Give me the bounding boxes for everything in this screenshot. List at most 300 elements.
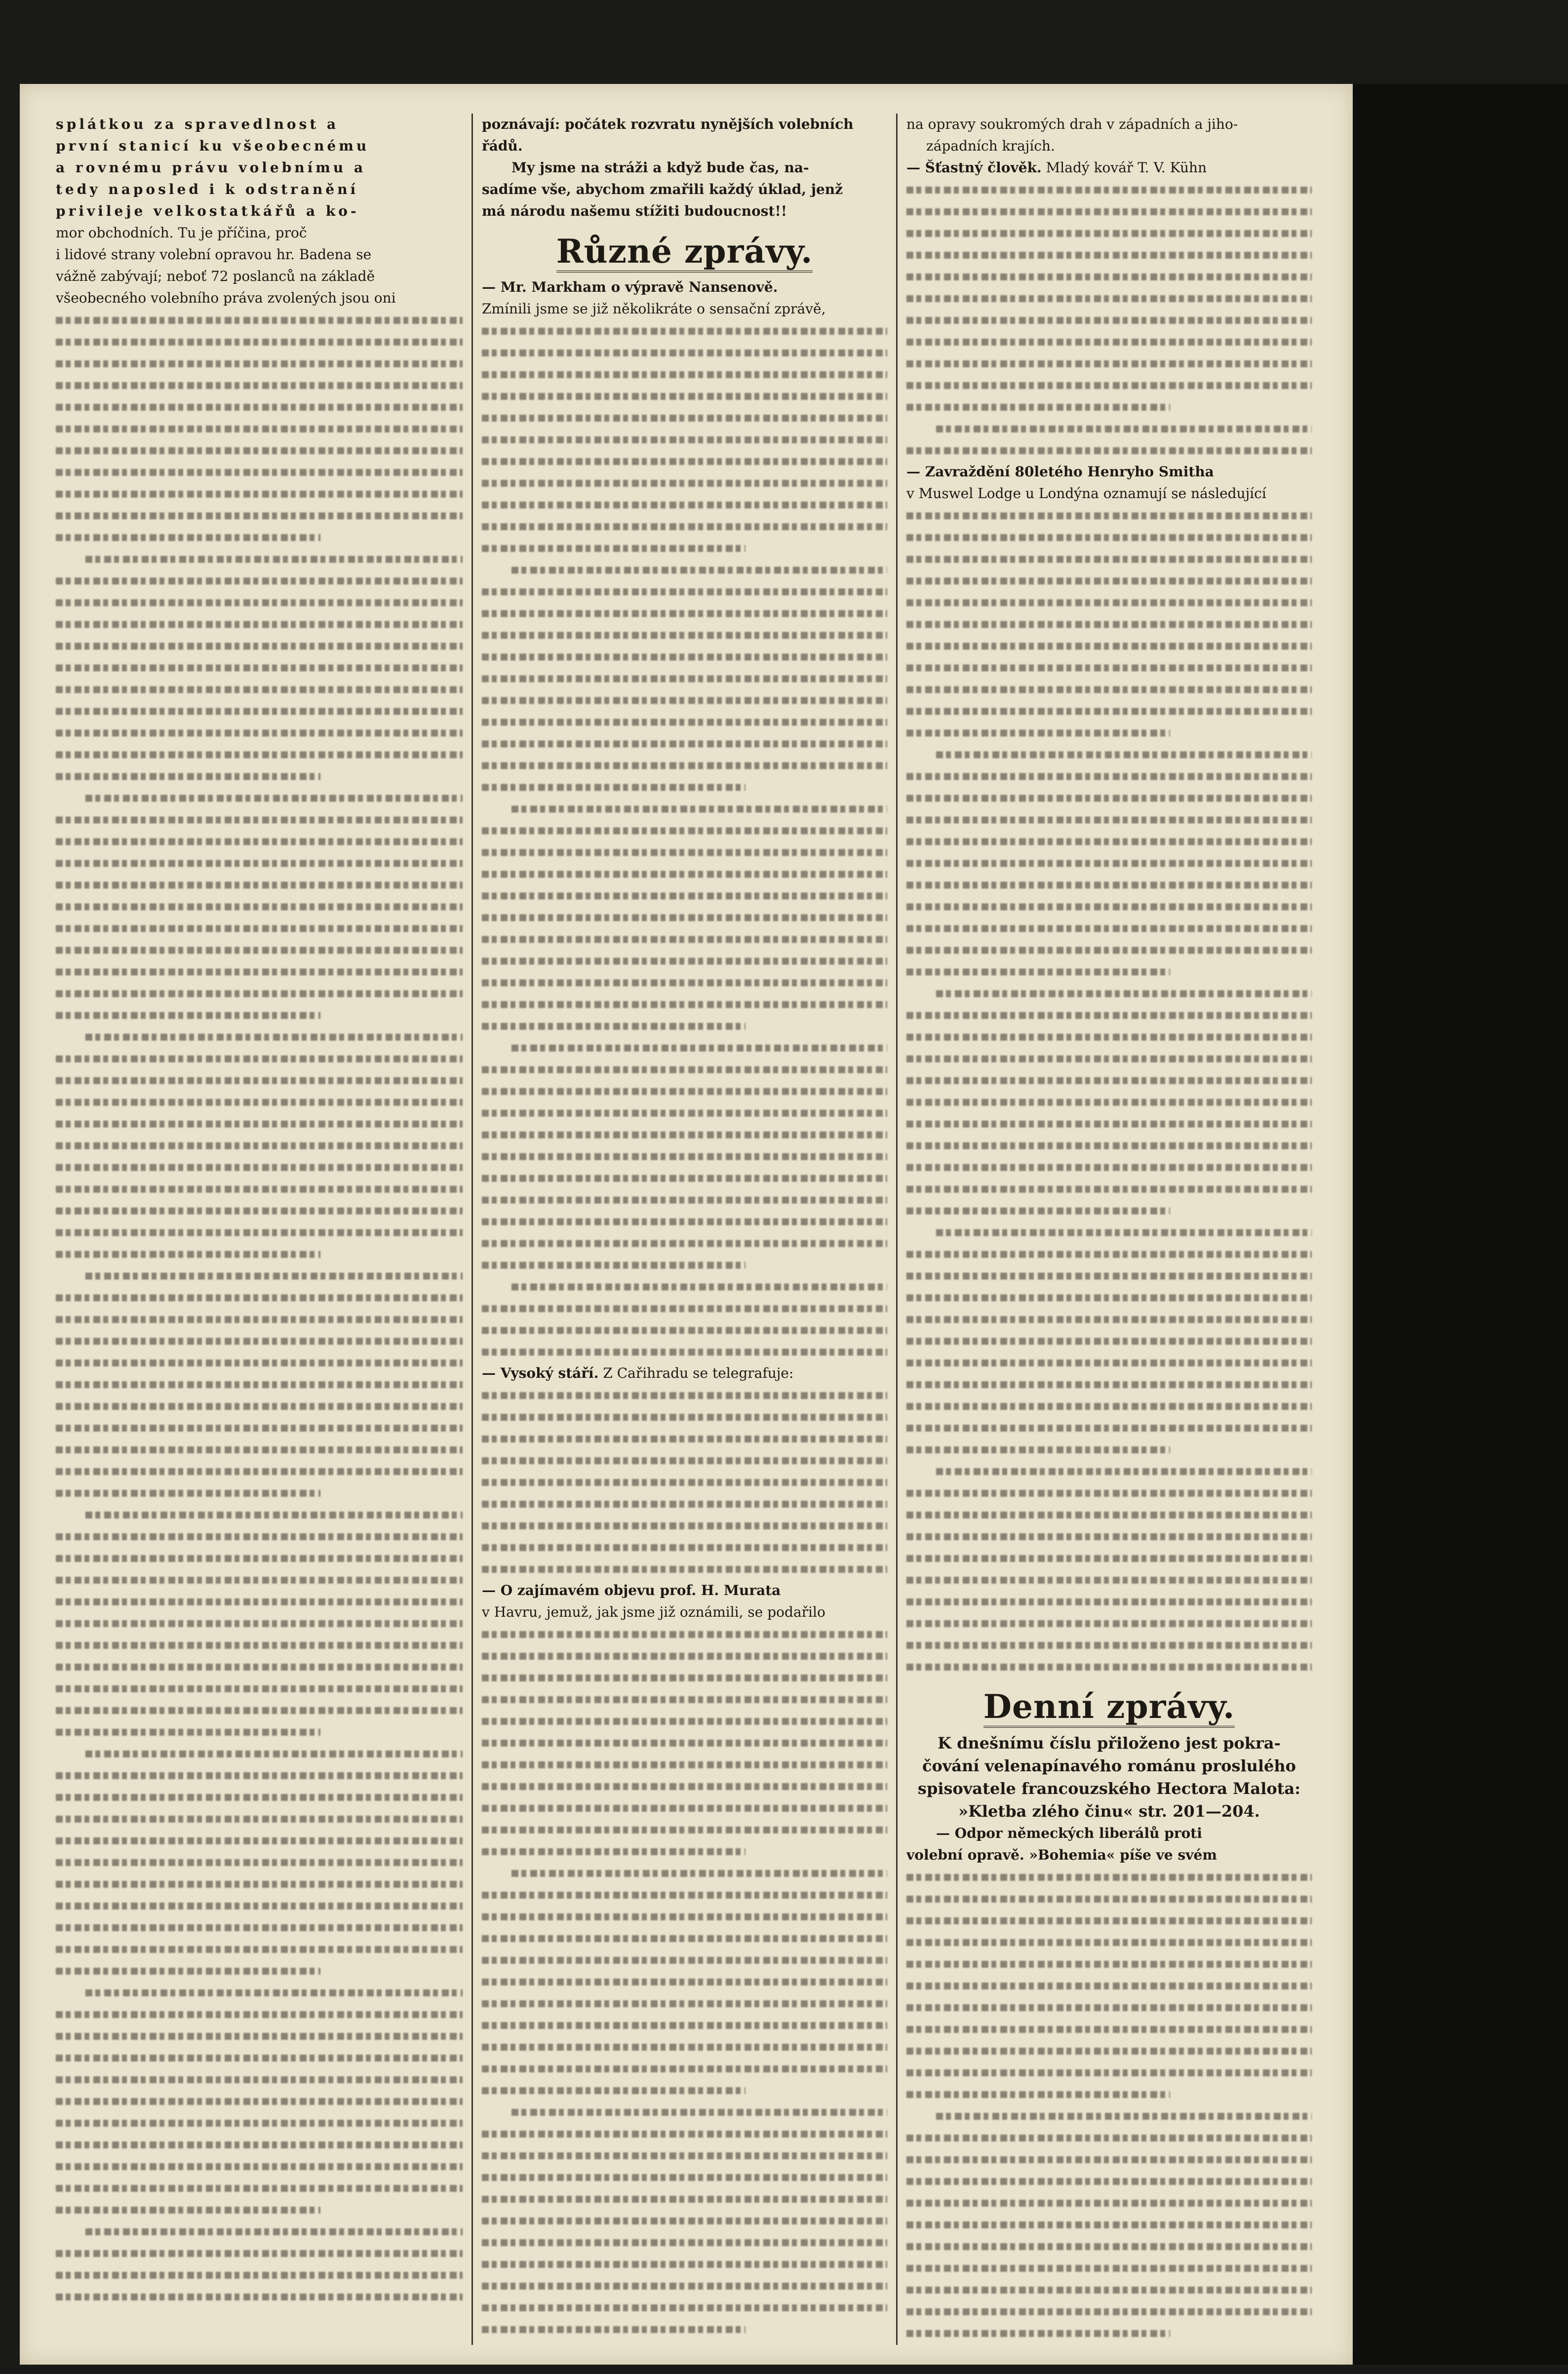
- body-text-line: [482, 2210, 887, 2231]
- body-text-line: [482, 1840, 887, 1862]
- body-text-line: [56, 483, 463, 505]
- body-text-line: [906, 418, 1312, 439]
- body-text-line: [482, 841, 887, 863]
- body-text-line: [56, 1547, 463, 1569]
- body-text-line: [56, 2025, 463, 2047]
- article-columns: [47, 114, 1340, 2345]
- column-3: [896, 114, 1321, 2345]
- body-text-line: [482, 2296, 887, 2318]
- body-text-line: [56, 939, 463, 961]
- body-text-line: [906, 1634, 1312, 1656]
- body-text-line: [56, 743, 463, 765]
- body-text-line: [56, 982, 463, 1004]
- body-text-line: [906, 1417, 1312, 1439]
- body-text-line: [482, 342, 887, 363]
- body-text-line: [906, 374, 1312, 396]
- body-text-line: [906, 2105, 1312, 2127]
- body-text-line: [482, 1254, 887, 1276]
- body-text-line: [906, 179, 1312, 200]
- body-text-line: [482, 1927, 887, 1949]
- body-text-line: [56, 2047, 463, 2068]
- body-text-line: [482, 1276, 887, 1297]
- col1-line: tedy naposled i k odstranění: [56, 181, 359, 197]
- body-text-line: [56, 461, 463, 483]
- body-text-line: [56, 1677, 463, 1699]
- body-text-line: [56, 1243, 463, 1265]
- body-text-line: [56, 1938, 463, 1960]
- body-text-line: [906, 309, 1312, 331]
- body-text-line: [906, 2279, 1312, 2300]
- body-text-line: [56, 2068, 463, 2090]
- body-text-line: [482, 1710, 887, 1732]
- body-text-line: [482, 2318, 887, 2340]
- col1-line: privileje velkostatkářů a ko-: [56, 203, 359, 219]
- body-text-line: [906, 1953, 1312, 1975]
- body-text-line: [56, 1634, 463, 1656]
- body-text-line: [906, 2344, 1312, 2345]
- body-text-line: [906, 2257, 1312, 2279]
- body-text-line: [906, 1156, 1312, 1178]
- body-text-line: [906, 1221, 1312, 1243]
- body-text-line: [906, 266, 1312, 287]
- col1-line: i lidové strany volební opravou hr. Badena se: [56, 246, 372, 263]
- body-text-line: [482, 1449, 887, 1471]
- body-text-line: [482, 950, 887, 972]
- body-text-line: [906, 200, 1312, 222]
- body-text-line: [56, 505, 463, 526]
- body-text-line: [56, 1851, 463, 1873]
- body-text-line: [906, 1525, 1312, 1547]
- body-text-line: [56, 1504, 463, 1525]
- body-text-line: [906, 2300, 1312, 2322]
- body-text-line: [906, 1069, 1312, 1091]
- news-item-heading: — Šťastný člověk. Mladý kovář T. V. Kühn: [906, 159, 1207, 176]
- body-text-line: [56, 591, 463, 613]
- body-text-line: [906, 939, 1312, 961]
- body-text-line: [482, 559, 887, 581]
- body-text-line: [906, 1091, 1312, 1113]
- col1-line: splátkou za spravedlnost a: [56, 116, 339, 132]
- body-text-line: [906, 917, 1312, 939]
- body-text-line: [482, 1189, 887, 1210]
- body-text-line: [906, 787, 1312, 809]
- body-text-line: [482, 1102, 887, 1124]
- body-text-line: [56, 1829, 463, 1851]
- body-text-line: [56, 439, 463, 461]
- news-item-heading: — Odpor německých liberálů proti: [936, 1825, 1202, 1841]
- body-text-line: [906, 1308, 1312, 1330]
- body-text-line: [482, 2144, 887, 2166]
- body-text-line: [906, 1460, 1312, 1482]
- body-text-line: [906, 505, 1312, 526]
- body-text-line: [56, 1786, 463, 1808]
- news-item-text: volební opravě. »Bohemia« píše ve svém: [906, 1847, 1217, 1863]
- body-text-line: [56, 374, 463, 396]
- col1-line: první stanicí ku všeobecnému: [56, 138, 370, 154]
- body-text-line: [482, 1406, 887, 1428]
- body-text-line: [906, 1026, 1312, 1048]
- announcement-line: spisovatele francouzského Hectora Malota:: [917, 1779, 1301, 1798]
- body-text-line: [906, 2322, 1312, 2344]
- body-text-line: [56, 2242, 463, 2264]
- body-text-line: [906, 700, 1312, 722]
- body-text-line: [482, 450, 887, 472]
- body-text-line: [906, 1113, 1312, 1134]
- body-text-line: [482, 819, 887, 841]
- body-text-line: [56, 1873, 463, 1895]
- body-text-line: [482, 1167, 887, 1189]
- col2-line: má národu našemu stížiti budoucnost!!: [482, 203, 787, 219]
- body-text-line: [906, 1265, 1312, 1286]
- body-text-line: [482, 2058, 887, 2079]
- body-text-line: [482, 972, 887, 993]
- body-text-line: [906, 244, 1312, 266]
- col2-line: sadíme vše, abychom zmařili každý úklad, jenž: [482, 181, 843, 197]
- body-text-line: [906, 635, 1312, 657]
- news-item-body: [906, 505, 1312, 1677]
- body-text-line: [56, 1091, 463, 1113]
- body-text-line: [56, 961, 463, 982]
- body-text-line: [482, 320, 887, 342]
- body-text-line: [906, 1178, 1312, 1200]
- body-text-line: [56, 570, 463, 591]
- body-text-line: [56, 1417, 463, 1439]
- body-text-line: [906, 895, 1312, 917]
- body-text-line: [56, 722, 463, 743]
- body-text-line: [56, 895, 463, 917]
- body-text-line: [906, 961, 1312, 982]
- body-text-line: [906, 982, 1312, 1004]
- body-text-line: [906, 570, 1312, 591]
- body-text-line: [56, 1395, 463, 1417]
- body-text-line: [482, 1037, 887, 1058]
- body-text-line: [56, 1134, 463, 1156]
- col1-line: vážně zabývají; neboť 72 poslanců na základě: [56, 268, 375, 284]
- body-text-line: [56, 418, 463, 439]
- body-text-line: [56, 352, 463, 374]
- body-text-line: [906, 591, 1312, 613]
- col2-line: poznávají: počátek rozvratu nynějších volebních: [482, 116, 854, 132]
- body-text-line: [482, 1384, 887, 1406]
- body-text-line: [482, 1297, 887, 1319]
- body-text-line: [482, 1906, 887, 1927]
- news-item-heading: — Zavraždění 80letého Henryho Smitha: [906, 464, 1214, 480]
- body-text-line: [56, 1265, 463, 1286]
- col2-line: My jsme na stráži a když bude čas, na-: [511, 159, 809, 176]
- body-text-line: [56, 2134, 463, 2155]
- body-text-line: [56, 2264, 463, 2286]
- body-text-line: [906, 222, 1312, 244]
- body-text-line: [906, 2018, 1312, 2040]
- body-text-line: [906, 1888, 1312, 1909]
- body-text-line: [482, 1797, 887, 1819]
- body-text-line: [56, 1612, 463, 1634]
- body-text-line: [482, 906, 887, 928]
- body-text-line: [906, 1243, 1312, 1265]
- body-text-line: [906, 852, 1312, 874]
- news-item-body: [482, 1623, 887, 2345]
- body-text-line: [482, 1623, 887, 1645]
- body-text-line: [482, 1493, 887, 1515]
- body-text-line: [482, 2101, 887, 2123]
- body-text-line: [906, 1569, 1312, 1591]
- body-text-line: [482, 2036, 887, 2058]
- body-text-line: [56, 1200, 463, 1221]
- body-text-line: [906, 548, 1312, 570]
- body-text-line: [906, 1996, 1312, 2018]
- body-text-line: [56, 635, 463, 657]
- body-text-line: [906, 1134, 1312, 1156]
- body-text-line: [482, 407, 887, 428]
- body-text-line: [56, 1330, 463, 1352]
- body-text-line: [56, 1916, 463, 1938]
- body-text-line: [56, 331, 463, 352]
- body-text-line: [906, 722, 1312, 743]
- body-text-line: [906, 2062, 1312, 2083]
- body-text-line: [906, 2214, 1312, 2235]
- body-text-line: [482, 1732, 887, 1753]
- body-text-line: [56, 1286, 463, 1308]
- body-text-line: [906, 2235, 1312, 2257]
- body-text-line: [56, 1178, 463, 1200]
- announcement-line: čování velenapínavého románu proslulého: [922, 1756, 1296, 1775]
- body-text-line: [56, 1221, 463, 1243]
- body-text-line: [482, 2275, 887, 2296]
- body-text-line: [906, 1975, 1312, 1996]
- body-text-line: [56, 1482, 463, 1504]
- col1-line: mor obchodních. Tu je příčina, proč: [56, 225, 307, 241]
- body-text-line: [56, 809, 463, 830]
- body-text-line: [56, 874, 463, 895]
- body-text-line: [56, 2090, 463, 2112]
- body-text-line: [906, 1439, 1312, 1460]
- body-text-line: [56, 1004, 463, 1026]
- section-title-ruzne-zpravy: Různé zprávy.: [482, 229, 887, 273]
- body-text-line: [906, 678, 1312, 700]
- body-text-line: [482, 646, 887, 667]
- body-text-line: [906, 809, 1312, 830]
- body-text-line: [906, 1352, 1312, 1373]
- body-text-line: [906, 2083, 1312, 2105]
- body-text-line: [56, 1048, 463, 1069]
- body-text-line: [482, 1145, 887, 1167]
- body-text-line: [56, 1743, 463, 1764]
- body-text-line: [906, 2192, 1312, 2214]
- body-text-line: [906, 657, 1312, 678]
- body-text-line: [906, 331, 1312, 352]
- col3-line: západních krajích.: [926, 138, 1055, 154]
- body-text-line: [56, 1439, 463, 1460]
- body-text-line: [482, 515, 887, 537]
- column-1: [47, 114, 471, 2345]
- body-text-line: [906, 1200, 1312, 1221]
- body-text-line: [482, 1775, 887, 1797]
- body-text-line: [906, 439, 1312, 461]
- body-text-line: [906, 613, 1312, 635]
- body-text-line: [482, 1124, 887, 1145]
- body-text-line: [56, 852, 463, 874]
- col3-line: na opravy soukromých drah v západních a jiho-: [906, 116, 1238, 132]
- body-text-line: [56, 765, 463, 787]
- body-text-line: [56, 1721, 463, 1743]
- body-text-line: [56, 1960, 463, 1982]
- body-text-line: [56, 1808, 463, 1829]
- body-text-line: [56, 2177, 463, 2199]
- body-text-line: [482, 472, 887, 494]
- body-text-line: [906, 1504, 1312, 1525]
- body-text-line: [482, 1015, 887, 1037]
- body-text-line: [482, 885, 887, 906]
- body-text-line: [56, 1895, 463, 1916]
- news-item-body: [906, 1866, 1312, 2345]
- body-text-line: [906, 765, 1312, 787]
- body-text-line: [56, 1699, 463, 1721]
- body-text-line: [56, 2199, 463, 2220]
- body-text-line: [56, 678, 463, 700]
- body-text-line: [56, 2003, 463, 2025]
- body-text-line: [482, 2079, 887, 2101]
- body-text-line: [906, 1866, 1312, 1888]
- body-text-line: [56, 657, 463, 678]
- body-text-line: [482, 1819, 887, 1840]
- col1-body-text: [56, 309, 463, 2307]
- body-text-line: [56, 2286, 463, 2307]
- body-text-line: [56, 1113, 463, 1134]
- body-text-line: [482, 2231, 887, 2253]
- body-text-line: [482, 1341, 887, 1362]
- body-text-line: [906, 287, 1312, 309]
- body-text-line: [482, 1080, 887, 1102]
- body-text-line: [56, 2155, 463, 2177]
- body-text-line: [482, 363, 887, 385]
- body-text-line: [56, 1656, 463, 1677]
- body-text-line: [482, 624, 887, 646]
- body-text-line: [482, 993, 887, 1015]
- body-text-line: [482, 1058, 887, 1080]
- body-text-line: [482, 2014, 887, 2036]
- body-text-line: [906, 1482, 1312, 1504]
- body-text-line: [482, 689, 887, 711]
- body-text-line: [482, 1645, 887, 1667]
- body-text-line: [56, 2220, 463, 2242]
- body-text-line: [56, 1373, 463, 1395]
- body-text-line: [906, 743, 1312, 765]
- body-text-line: [56, 787, 463, 809]
- body-text-line: [482, 1558, 887, 1580]
- body-text-line: [482, 1210, 887, 1232]
- body-text-line: [482, 863, 887, 885]
- body-text-line: [482, 798, 887, 819]
- body-text-line: [56, 1525, 463, 1547]
- body-text-line: [56, 1026, 463, 1048]
- body-text-line: [56, 309, 463, 331]
- body-text-line: [56, 1352, 463, 1373]
- body-text-line: [482, 1515, 887, 1536]
- news-item-heading: — Vysoký stáří. Z Cařihradu se telegrafuje:: [482, 1365, 794, 1381]
- body-text-line: [482, 776, 887, 798]
- body-text-line: [482, 2188, 887, 2210]
- news-item-heading: — Mr. Markham o výpravě Nansenově.: [482, 279, 778, 295]
- body-text-line: [482, 581, 887, 602]
- body-text-line: [56, 548, 463, 570]
- body-text-line: [906, 352, 1312, 374]
- body-text-line: [482, 2123, 887, 2144]
- body-text-line: [906, 1048, 1312, 1069]
- body-text-line: [906, 2040, 1312, 2062]
- body-text-line: [482, 602, 887, 624]
- body-text-line: [56, 1982, 463, 2003]
- body-text-line: [56, 2112, 463, 2134]
- body-text-line: [56, 917, 463, 939]
- announcement-line: K dnešnímu číslu přiloženo jest pokra-: [938, 1734, 1281, 1752]
- body-text-line: [906, 1286, 1312, 1308]
- news-item-body: [482, 1384, 887, 1580]
- body-text-line: [482, 1992, 887, 2014]
- body-text-line: [482, 1319, 887, 1341]
- body-text-line: [906, 830, 1312, 852]
- body-text-line: [56, 1591, 463, 1612]
- body-text-line: [906, 396, 1312, 418]
- col2-line: řádů.: [482, 138, 523, 154]
- news-item-text: v Havru, jemuž, jak jsme již oznámili, se podařilo: [482, 1604, 825, 1620]
- body-text-line: [482, 1232, 887, 1254]
- body-text-line: [906, 1612, 1312, 1634]
- scan-background: [1353, 84, 1568, 2365]
- body-text-line: [482, 537, 887, 559]
- body-text-line: [482, 1971, 887, 1992]
- body-text-line: [482, 1667, 887, 1688]
- body-text-line: [482, 1471, 887, 1493]
- news-item-body: [482, 320, 887, 1362]
- body-text-line: [482, 1428, 887, 1449]
- body-text-line: [56, 1569, 463, 1591]
- body-text-line: [482, 754, 887, 776]
- body-text-line: [56, 613, 463, 635]
- body-text-line: [56, 1156, 463, 1178]
- body-text-line: [482, 428, 887, 450]
- body-text-line: [906, 1591, 1312, 1612]
- section-title-denni-zpravy: Denní zprávy.: [906, 1684, 1312, 1729]
- body-text-line: [906, 1931, 1312, 1953]
- body-text-line: [906, 1330, 1312, 1352]
- body-text-line: [482, 385, 887, 407]
- announcement-line: »Kletba zlého činu« str. 201—204.: [958, 1802, 1260, 1821]
- news-item-heading: — O zajímavém objevu prof. H. Murata: [482, 1582, 781, 1598]
- body-text-line: [482, 2166, 887, 2188]
- body-text-line: [56, 700, 463, 722]
- body-text-line: [56, 1460, 463, 1482]
- news-item-text: v Muswel Lodge u Londýna oznamují se následující: [906, 485, 1266, 502]
- body-text-line: [906, 2127, 1312, 2148]
- news-item-body: [906, 179, 1312, 461]
- body-text-line: [482, 1949, 887, 1971]
- body-text-line: [906, 2170, 1312, 2192]
- body-text-line: [906, 1656, 1312, 1677]
- body-text-line: [482, 1884, 887, 1906]
- body-text-line: [906, 1395, 1312, 1417]
- body-text-line: [482, 1688, 887, 1710]
- body-text-line: [482, 1862, 887, 1884]
- body-text-line: [56, 396, 463, 418]
- body-text-line: [482, 711, 887, 733]
- col1-line: všeobecného volebního práva zvolených jsou oni: [56, 290, 396, 306]
- body-text-line: [56, 830, 463, 852]
- column-2: [471, 114, 896, 2345]
- body-text-line: [482, 1753, 887, 1775]
- body-text-line: [482, 2340, 887, 2345]
- body-text-line: [56, 526, 463, 548]
- body-text-line: [482, 928, 887, 950]
